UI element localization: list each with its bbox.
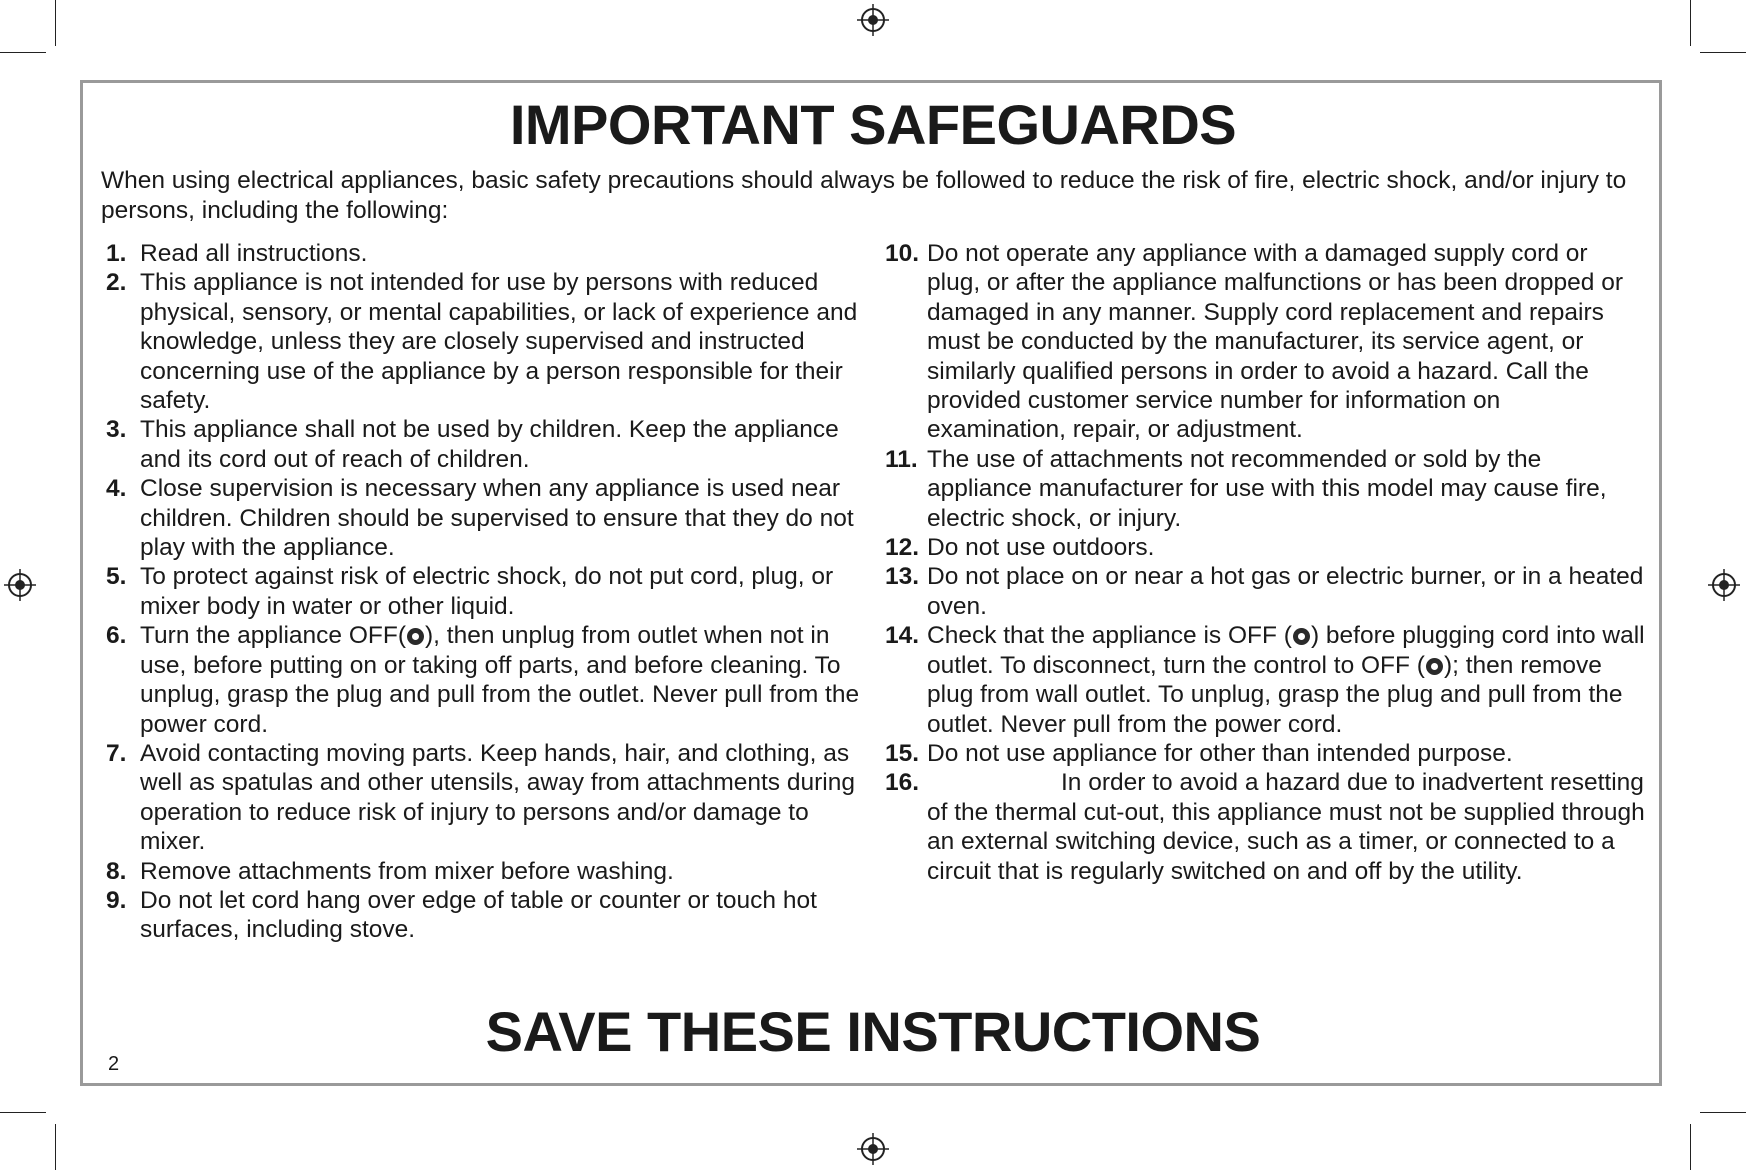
list-item — [106, 239, 868, 268]
list-item — [885, 739, 1645, 768]
item-text: Close supervision is necessary when any appliance is used near children. Children should be supervised to ensure that they do not play with the appliance. — [140, 475, 854, 562]
item-text: Avoid contacting moving parts. Keep hands, hair, and clothing, as well as spatulas and other utensils, away from attachments during operation to reduce risk of injury to persons and/or damage to mixer. — [140, 739, 855, 856]
crop-mark — [0, 1112, 46, 1113]
crop-mark — [0, 52, 46, 53]
list-item — [106, 415, 868, 474]
item-number: 12. — [885, 534, 920, 562]
item-number: 2. — [106, 269, 127, 297]
page-number: 2 — [108, 1053, 120, 1075]
item-text: Do not use appliance for other than intended purpose. — [927, 739, 1513, 767]
item-text: This appliance shall not be used by children. Keep the appliance and its cord out of reach of children. — [140, 416, 839, 473]
off-symbol-icon — [1293, 628, 1310, 645]
item-text: ), then unplug from outlet when not in use, before putting on or taking off parts, and before cleaning. To unplug, grasp the plug and pull from the outlet. Never pull from the power cord. — [140, 622, 860, 738]
item-text: ) before plugging cord into wall outlet. To disconnect, turn the control to OFF ( — [927, 622, 1645, 679]
item-number: 14. — [885, 622, 920, 650]
crop-mark — [1700, 1112, 1746, 1113]
list-item — [885, 239, 1645, 445]
safeguards-list-right — [885, 239, 1645, 886]
item-number: 8. — [106, 857, 127, 885]
item-text: Read all instructions. — [140, 240, 368, 267]
item-number: 1. — [106, 240, 127, 267]
item-number: 13. — [885, 563, 920, 591]
crop-mark — [1690, 1124, 1691, 1170]
item-number: 6. — [106, 622, 127, 650]
item-text: This appliance is not intended for use by persons with reduced physical, sensory, or mental capabilities, or lack of experience and knowledge, unless they are closely supervised and instructed concerning use of the appliance by a person responsible for their safety. — [140, 269, 858, 415]
registration-mark-icon — [3, 568, 37, 602]
item-text: Check that the appliance is OFF ( — [927, 622, 1292, 650]
item-text: Do not operate any appliance with a damaged supply cord or plug, or after the appliance malfunctions or has been dropped or damaged in any manner. Supply cord replacement and repairs must be conducted by the manufacturer, its service agent, or similarly qualified persons in order to avoid a hazard. Call the provided customer service number for information on examination, repair, or adjustment. — [927, 240, 1623, 444]
item-number: 10. — [885, 240, 920, 267]
item-number: 15. — [885, 739, 920, 767]
intro-text: When using electrical appliances, basic safety precautions should always be followed to reduce the risk of fire, electric shock, and/or injury to persons, including the following: — [101, 167, 1627, 224]
list-item — [885, 621, 1645, 739]
item-text: To protect against risk of electric shock, do not put cord, plug, or mixer body in water or other liquid. — [140, 563, 834, 620]
registration-mark-icon — [856, 3, 890, 37]
list-item — [885, 562, 1645, 621]
list-item — [106, 474, 868, 562]
item-text: Do not use outdoors. — [927, 534, 1155, 562]
list-item — [106, 886, 868, 945]
registration-mark-icon — [1707, 568, 1741, 602]
item-number: 4. — [106, 475, 127, 503]
item-number: 3. — [106, 416, 127, 444]
footer-title: SAVE THESE INSTRUCTIONS — [485, 1000, 1261, 1063]
item-number: 9. — [106, 886, 127, 914]
item-text: In order to avoid a hazard due to inadvertent resetting of the thermal cut-out, this appliance must not be supplied through an external switching device, such as a timer, or connected to a circuit that is regularly switched on and off by the utility. — [927, 769, 1645, 885]
list-item — [885, 533, 1645, 562]
item-number: 16. — [885, 769, 920, 797]
item-number: 7. — [106, 739, 127, 767]
crop-mark — [1690, 0, 1691, 46]
off-symbol-icon — [407, 628, 424, 645]
list-item — [885, 768, 1645, 886]
list-item — [106, 268, 868, 415]
list-item — [106, 739, 868, 857]
safeguards-list-left — [106, 239, 868, 945]
item-text: ); then remove plug from wall outlet. To unplug, grasp the plug and pull from the outlet. Never pull from the power cord. — [927, 651, 1623, 738]
item-number: 5. — [106, 563, 127, 591]
item-text: Do not place on or near a hot gas or electric burner, or in a heated oven. — [927, 563, 1644, 620]
crop-mark — [1700, 52, 1746, 53]
item-text: Turn the appliance OFF( — [140, 622, 406, 650]
item-number: 11. — [885, 445, 918, 473]
item-text: Remove attachments from mixer before washing. — [140, 857, 674, 885]
list-item — [885, 445, 1645, 533]
item-text: Do not let cord hang over edge of table or counter or touch hot surfaces, including stove. — [140, 886, 817, 944]
list-item — [106, 857, 868, 886]
list-item — [106, 621, 868, 739]
crop-mark — [55, 1124, 56, 1170]
list-item — [106, 562, 868, 621]
crop-mark — [55, 0, 56, 46]
off-symbol-icon — [1426, 658, 1443, 675]
registration-mark-icon — [856, 1132, 890, 1166]
item-text: The use of attachments not recommended or sold by the appliance manufacturer for use with this model may cause fire, electric shock, or injury. — [927, 445, 1607, 532]
page-title: IMPORTANT SAFEGUARDS — [509, 93, 1237, 156]
